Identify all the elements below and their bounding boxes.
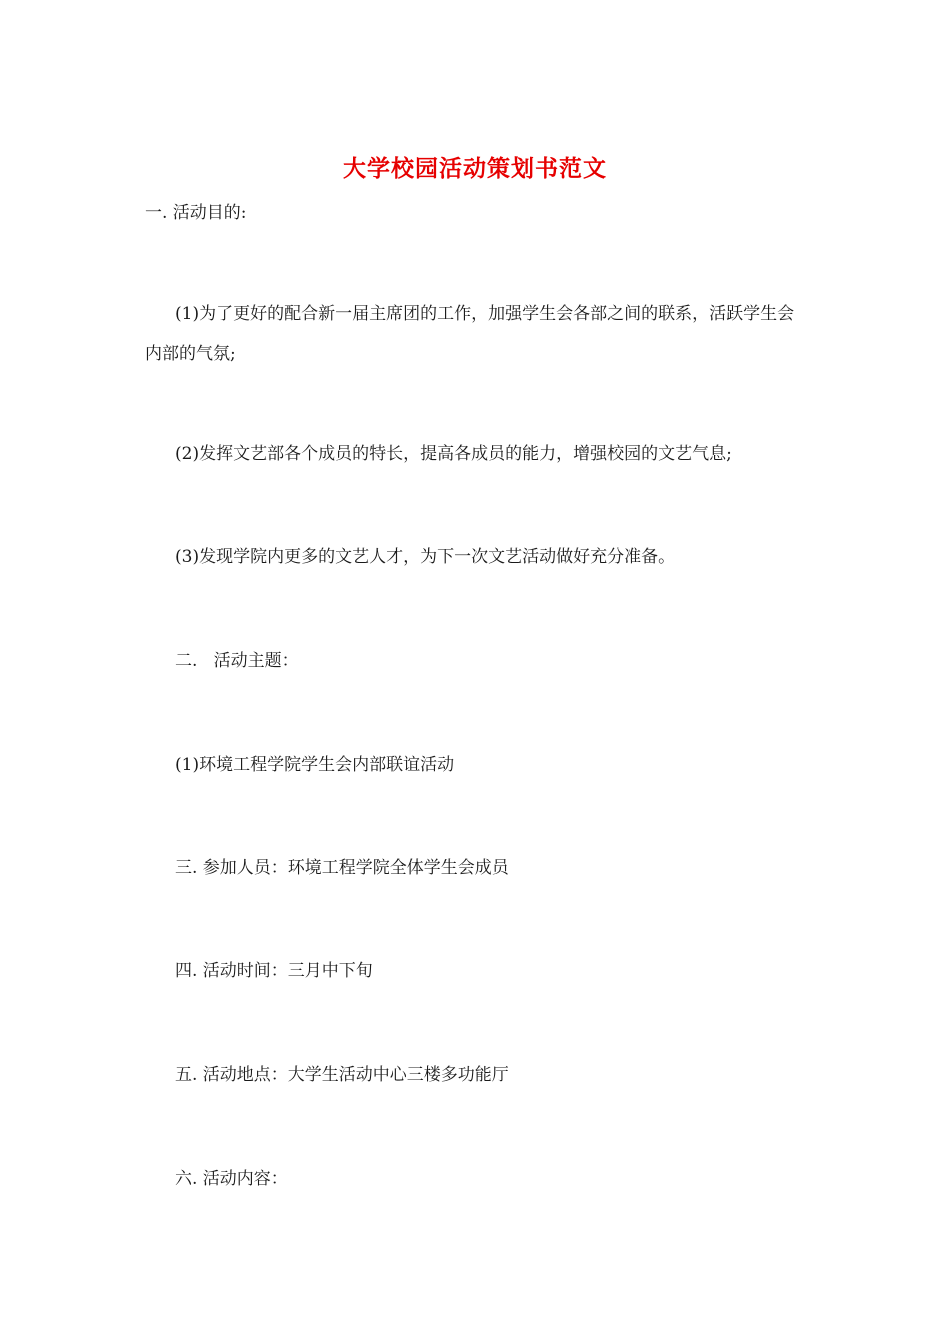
section-participants: 三. 参加人员：环境工程学院全体学生会成员	[175, 858, 509, 878]
theme-item-1: (1)环境工程学院学生会内部联谊活动	[175, 755, 455, 775]
section-heading-theme: 二. 活动主题：	[175, 651, 299, 671]
purpose-item-3: (3)发现学院内更多的文艺人才，为下一次文艺活动做好充分准备。	[175, 547, 676, 567]
purpose-item-1: (1)为了更好的配合新一届主席团的工作，加强学生会各部之间的联系，活跃学生会内部的气氛;	[145, 304, 795, 364]
section-location: 五. 活动地点：大学生活动中心三楼多功能厅	[175, 1065, 509, 1085]
document-title: 大学校园活动策划书范文	[343, 155, 607, 182]
section-heading-purpose: 一. 活动目的:	[145, 203, 247, 223]
section-heading-content: 六. 活动内容：	[175, 1169, 288, 1189]
purpose-item-2: (2)发挥文艺部各个成员的特长，提高各成员的能力，增强校园的文艺气息;	[175, 444, 732, 464]
section-time: 四. 活动时间：三月中下旬	[175, 961, 373, 981]
